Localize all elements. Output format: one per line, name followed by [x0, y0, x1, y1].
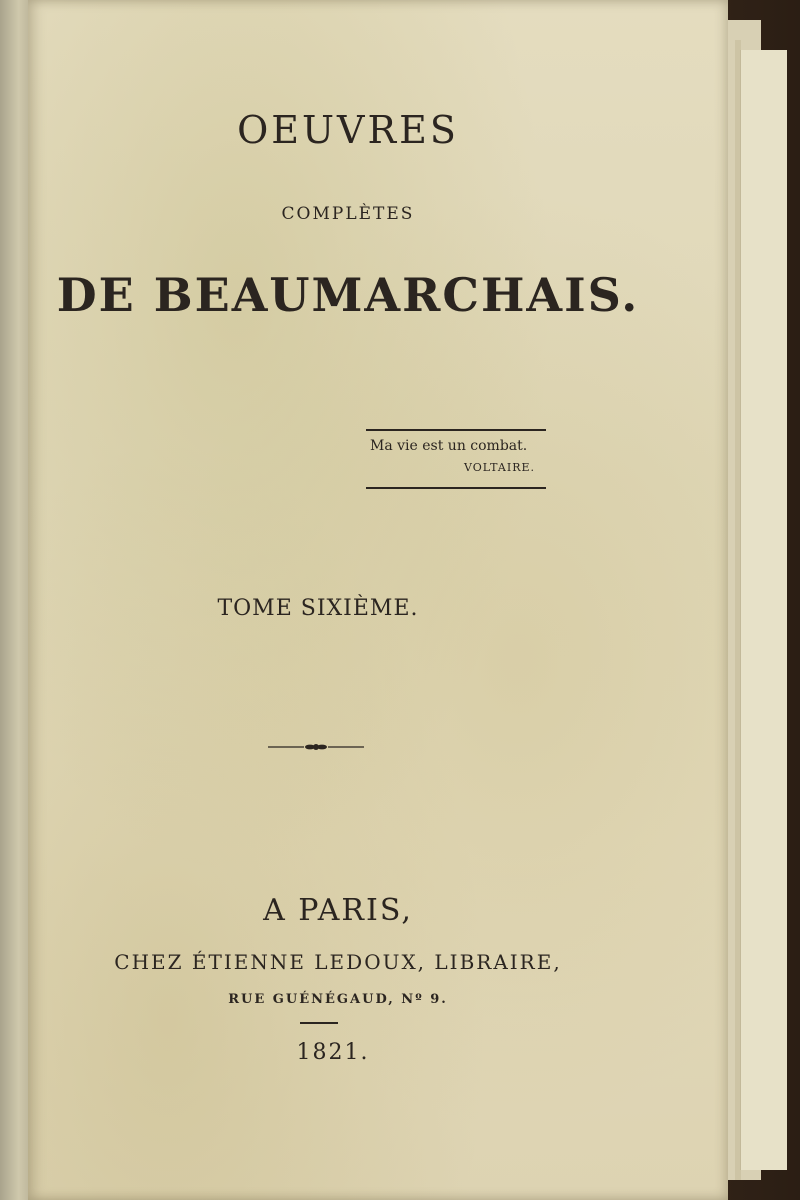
- title-line-completes: COMPLÈTES: [281, 204, 415, 224]
- epigraph-rule-top: [366, 429, 546, 431]
- imprint-rule: [300, 1022, 338, 1024]
- epigraph-rule-bottom: [366, 487, 546, 489]
- imprint-place: A PARIS,: [263, 893, 413, 928]
- volume-label: TOME SIXIÈME.: [217, 596, 419, 621]
- page-stack-edge: [740, 50, 787, 1170]
- imprint-publisher: CHEZ ÉTIENNE LEDOUX, LIBRAIRE,: [114, 950, 562, 974]
- imprint-address: RUE GUÉNÉGAUD, Nº 9.: [228, 992, 448, 1007]
- title-line-oeuvres: OEUVRES: [237, 108, 459, 152]
- decorative-rule-ornament-icon: [268, 740, 364, 754]
- epigraph-quote: Ma vie est un combat.: [370, 438, 528, 454]
- epigraph-author: VOLTAIRE.: [464, 461, 536, 474]
- title-page: [28, 0, 728, 1200]
- imprint-year: 1821.: [296, 1040, 370, 1065]
- title-line-author: DE BEAUMARCHAIS.: [56, 268, 640, 322]
